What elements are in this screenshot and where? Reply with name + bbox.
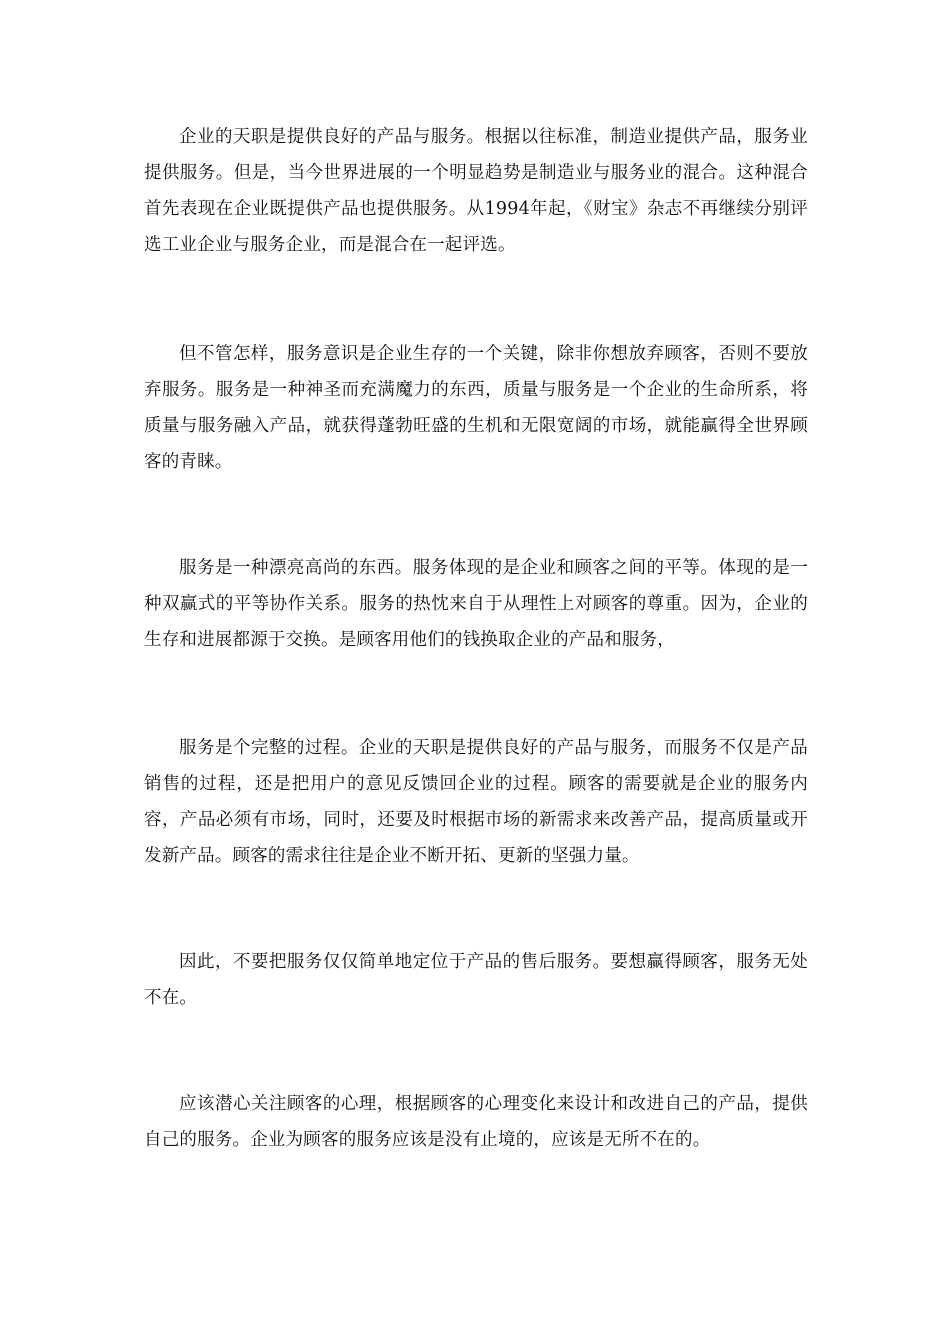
paragraph-1: 企业的天职是提供良好的产品与服务。根据以往标准，制造业提供产品，服务业提供服务。但是，当今世界进展的一个明显趋势是制造业与服务业的混合。这种混合首先表现在企业既提供产品也提供服务。从1994年起，《财宝》杂志不再继续分别评选工业企业与服务企业，而是混合在一起评选。 [144,127,808,255]
paragraph-6: 应该潜心关注顾客的心理，根据顾客的心理变化来设计和改进自己的产品，提供自己的服务。企业为顾客的服务应该是没有止境的，应该是无所不在的。 [144,1094,808,1150]
paragraph-2: 但不管怎样，服务意识是企业生存的一个关键，除非你想放弃顾客，否则不要放弃服务。服务是一种神圣而充满魔力的东西，质量与服务是一个企业的生命所系，将质量与服务融入产品，就获得蓬勃旺盛的生机和无限宽阔的市场，就能赢得全世界顾客的青睐。 [144,344,808,472]
paragraph-5: 因此，不要把服务仅仅简单地定位于产品的售后服务。要想赢得顾客，服务无处不在。 [144,952,808,1008]
paragraph-3: 服务是一种漂亮高尚的东西。服务体现的是企业和顾客之间的平等。体现的是一种双赢式的平等协作关系。服务的热忱来自于从理性上对顾客的尊重。因为，企业的生存和进展都源于交换。是顾客用他们的钱换取企业的产品和服务， [144,558,808,650]
paragraph-4: 服务是个完整的过程。企业的天职是提供良好的产品与服务，而服务不仅是产品销售的过程，还是把用户的意见反馈回企业的过程。顾客的需要就是企业的服务内容，产品必须有市场，同时，还要及时根据市场的新需求来改善产品，提高质量或开发新产品。顾客的需求往往是企业不断开拓、更新的坚强力量。 [144,738,808,866]
